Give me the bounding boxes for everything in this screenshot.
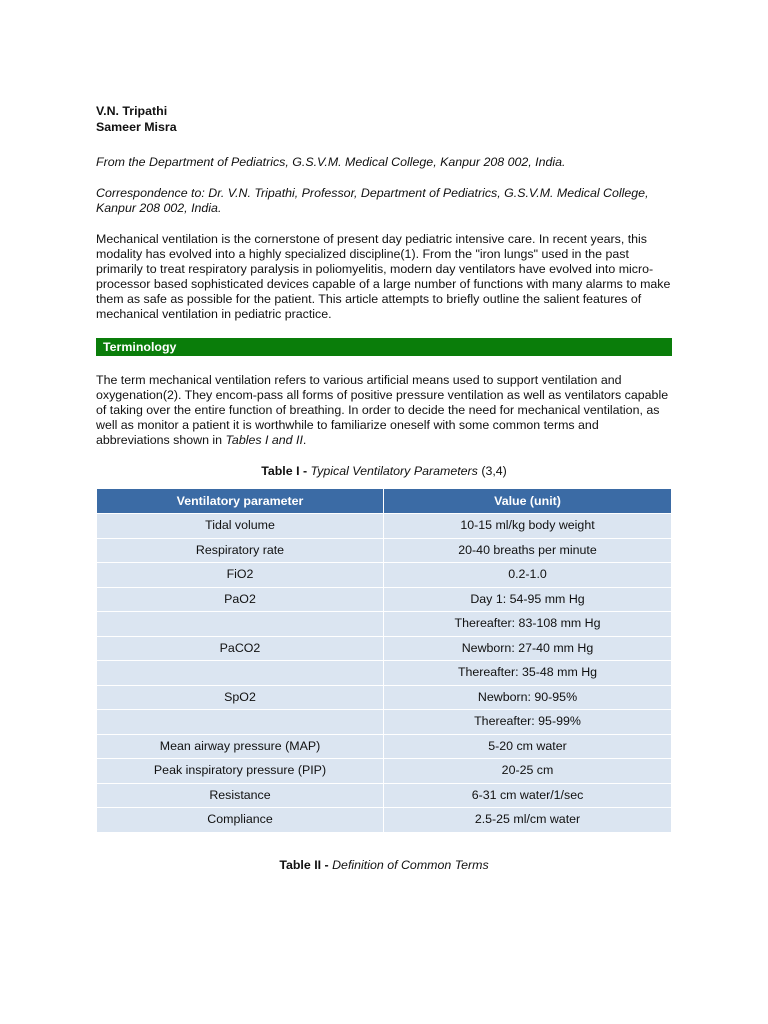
column-header-value: Value (unit) [384,489,672,514]
affiliation: From the Department of Pediatrics, G.S.V.M. Medical College, Kanpur 208 002, India. [96,155,566,169]
value-cell: 10-15 ml/kg body weight [384,514,672,539]
table-row [97,538,672,563]
parameter-cell: Respiratory rate [97,538,384,563]
table1-caption-title: Typical Ventilatory Parameters [310,464,478,478]
author-list [96,103,672,135]
value-cell: Day 1: 54-95 mm Hg [384,587,672,612]
section-heading-terminology: Terminology [96,338,672,356]
parameter-cell: SpO2 [97,685,384,710]
parameter-cell [97,661,384,686]
table1-caption-ref: (3,4) [477,464,507,478]
value-cell: Newborn: 27-40 mm Hg [384,636,672,661]
value-cell: 20-40 breaths per minute [384,538,672,563]
value-cell: 20-25 cm [384,759,672,784]
parameter-cell: Resistance [97,783,384,808]
parameter-cell [97,710,384,735]
value-cell: Thereafter: 35-48 mm Hg [384,661,672,686]
table-row [97,563,672,588]
table-row [97,661,672,686]
author-name: V.N. Tripathi [96,104,168,118]
author-name: Sameer Misra [96,120,177,134]
table1-caption-label: Table I - [261,464,311,478]
paragraph-end: . [302,433,307,447]
article-body [96,103,672,873]
value-cell: 6-31 cm water/1/sec [384,783,672,808]
value-cell: Thereafter: 95-99% [384,710,672,735]
table-row [97,710,672,735]
value-cell: Newborn: 90-95% [384,685,672,710]
value-cell: 5-20 cm water [384,734,672,759]
parameter-cell: PaCO2 [97,636,384,661]
table-row [97,734,672,759]
correspondence: Correspondence to: Dr. V.N. Tripathi, Professor, Department of Pediatrics, G.S.V.M. Medical College, Kanpur 208 002, India. [96,186,649,215]
value-cell: 2.5-25 ml/cm water [384,808,672,833]
parameter-cell: Compliance [97,808,384,833]
table2-caption-title: Definition of Common Terms [332,857,489,872]
parameter-cell [97,612,384,637]
table-row [97,808,672,833]
table-row [97,587,672,612]
parameter-cell: Tidal volume [97,514,384,539]
parameter-cell: Peak inspiratory pressure (PIP) [97,759,384,784]
value-cell: Thereafter: 83-108 mm Hg [384,612,672,637]
table-reference: Tables I and II [225,433,303,447]
table-row [97,685,672,710]
table1-caption [96,464,672,479]
table-row [97,636,672,661]
table-row [97,514,672,539]
table-row [97,612,672,637]
table-header-row [97,489,672,514]
value-cell: 0.2-1.0 [384,563,672,588]
table-row [97,759,672,784]
parameter-cell: PaO2 [97,587,384,612]
paragraph-text: The term mechanical ventilation refers to various artificial means used to support ventilation and oxygenation(2). They encom-pass all forms of positive pressure ventilation as well as ventilators capable of taking over the entire function of breathing. In order to decide the need for mechanical ventilation, as well as monitor a patient it is worthwhile to familiarize oneself with some common terms and abbreviations shown in [96,373,669,447]
column-header-parameter: Ventilatory parameter [97,489,384,514]
parameter-cell: FiO2 [97,563,384,588]
table-row [97,783,672,808]
table2-caption-label: Table II - [279,857,333,872]
terminology-paragraph [96,373,672,448]
parameter-cell: Mean airway pressure (MAP) [97,734,384,759]
intro-paragraph: Mechanical ventilation is the cornerstone of present day pediatric intensive care. In recent years, this modality has evolved into a highly specialized discipline(1). From the "iron lungs" used in the past primarily to treat respiratory paralysis in poliomyelitis, modern day ventilators have evolved into micro-processor based sophisticated devices capable of a large number of functions with many alarms to make them as safe as possible for the patient. This article attempts to briefly outline the salient features of mechanical ventilation in pediatric practice. [96,232,671,321]
table2-caption [96,858,672,873]
ventilatory-parameters-table [96,488,672,833]
